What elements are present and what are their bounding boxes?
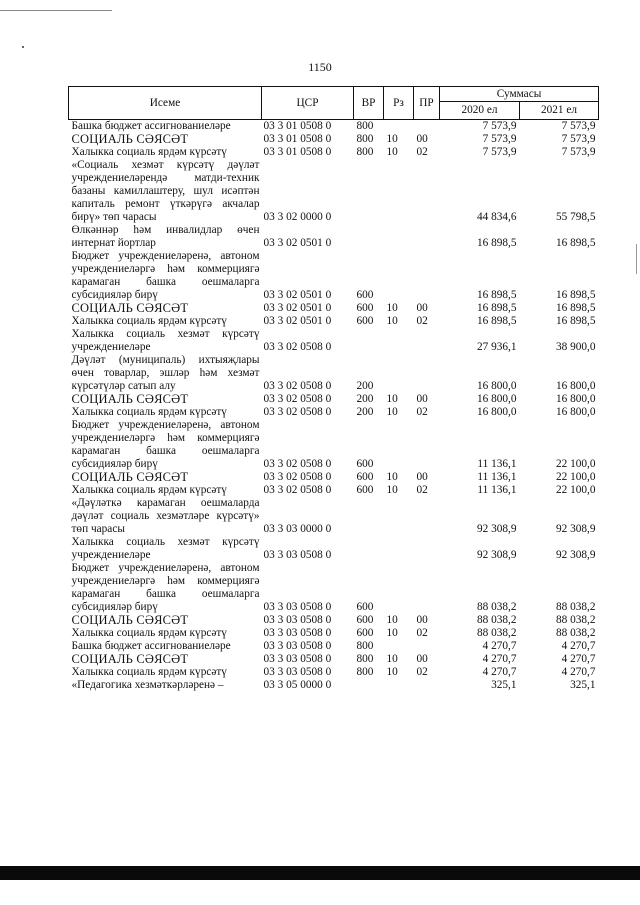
cell-vr: 800 — [356, 640, 374, 652]
cell-vr: 800 — [356, 146, 374, 158]
cell-rz — [384, 328, 414, 354]
cell-amount-2021: 4 270,7 — [561, 653, 596, 665]
table-row — [69, 302, 599, 315]
cell-amount-2020: 7 573,9 — [482, 146, 517, 158]
cell-amount-2020: 11 136,1 — [477, 458, 517, 470]
cell-amount-2020: 88 038,2 — [476, 614, 517, 626]
table-header — [69, 87, 599, 120]
cell-amount-2021: 4 270,7 — [561, 640, 596, 652]
budget-table — [68, 86, 599, 692]
cell-csr: 03 3 03 0508 0 — [263, 653, 332, 665]
cell-csr: 03 3 01 0508 0 — [263, 133, 332, 145]
cell-pr — [414, 224, 440, 250]
table-row — [69, 471, 599, 484]
cell-vr: 200 — [356, 380, 374, 392]
cell-rz: 10 — [386, 471, 398, 483]
cell-amount-2020: 16 898,5 — [476, 289, 517, 301]
cell-csr: 03 3 02 0508 0 — [263, 484, 332, 496]
cell-rz: 10 — [386, 653, 398, 665]
cell-pr — [414, 354, 440, 393]
scan-top-rule — [0, 10, 112, 11]
cell-csr: 03 3 03 0000 0 — [263, 523, 332, 535]
cell-name: Халыкка социаль ярдәм күрсәтү — [71, 315, 227, 327]
cell-csr: 03 3 02 0501 0 — [263, 302, 332, 314]
cell-pr: 00 — [416, 302, 428, 314]
cell-csr: 03 3 02 0501 0 — [263, 237, 332, 249]
cell-rz — [384, 419, 414, 471]
cell-vr — [354, 497, 384, 536]
cell-rz: 10 — [386, 315, 398, 327]
scan-speck — [22, 46, 24, 48]
cell-name: Халыкка социаль ярдәм күрсәтү — [71, 484, 227, 496]
cell-csr: 03 3 02 0000 0 — [263, 211, 332, 223]
cell-name: Халыкка социаль хезмәт күрсәтү учреждениеләре — [71, 536, 260, 561]
cell-name: Халыкка социаль ярдәм күрсәтү — [71, 146, 227, 158]
cell-vr: 600 — [356, 601, 374, 613]
cell-name: Башка бюджет ассигнованиеләре — [71, 640, 231, 652]
table-row — [69, 497, 599, 536]
cell-rz: 10 — [386, 614, 398, 626]
table-row — [69, 653, 599, 666]
cell-pr: 02 — [416, 627, 428, 639]
cell-pr — [414, 159, 440, 224]
cell-name: Бюджет учреждениеләренә, автоном учреждениеләргә һәм коммерциягә карамаган башка оешмаларга субсидияләр бирү — [71, 419, 260, 470]
cell-rz: 10 — [386, 393, 398, 405]
scan-bottom-bar — [0, 866, 640, 880]
cell-amount-2020: 4 270,7 — [482, 653, 517, 665]
cell-vr: 800 — [356, 133, 374, 145]
cell-vr: 600 — [356, 289, 374, 301]
cell-amount-2021: 16 898,5 — [555, 315, 596, 327]
cell-csr: 03 3 03 0508 0 — [263, 549, 332, 561]
cell-pr: 02 — [416, 315, 428, 327]
cell-pr: 02 — [416, 146, 428, 158]
cell-csr: 03 3 01 0508 0 — [263, 146, 332, 158]
cell-pr — [414, 328, 440, 354]
cell-amount-2020: 11 136,1 — [477, 484, 517, 496]
table-row — [69, 406, 599, 419]
cell-vr — [354, 159, 384, 224]
cell-amount-2021: 92 308,9 — [555, 549, 596, 561]
cell-name: Халыкка социаль хезмәт күрсәтү учреждениеләре — [71, 328, 260, 353]
page-number: 1150 — [308, 60, 332, 74]
cell-amount-2020: 16 800,0 — [476, 406, 517, 418]
cell-amount-2021: 88 038,2 — [555, 614, 596, 626]
cell-rz — [384, 250, 414, 302]
cell-rz — [384, 536, 414, 562]
cell-amount-2020: 88 038,2 — [476, 627, 517, 639]
cell-csr: 03 3 02 0508 0 — [263, 458, 332, 470]
cell-vr: 600 — [356, 458, 374, 470]
cell-vr — [354, 224, 384, 250]
cell-amount-2020: 325,1 — [491, 679, 517, 691]
cell-amount-2020: 4 270,7 — [482, 666, 517, 678]
table-row — [69, 315, 599, 328]
cell-rz: 10 — [386, 627, 398, 639]
table-row — [69, 393, 599, 406]
header-name: Исеме — [69, 87, 262, 120]
cell-vr — [354, 536, 384, 562]
cell-rz — [384, 354, 414, 393]
table-row — [69, 224, 599, 250]
cell-vr — [354, 328, 384, 354]
table-row — [69, 484, 599, 497]
cell-csr: 03 3 02 0508 0 — [263, 380, 332, 392]
cell-csr: 03 3 03 0508 0 — [263, 601, 332, 613]
cell-pr — [414, 419, 440, 471]
cell-amount-2020: 16 898,5 — [476, 302, 517, 314]
cell-amount-2021: 16 898,5 — [555, 302, 596, 314]
table-row — [69, 536, 599, 562]
cell-amount-2021: 4 270,7 — [561, 666, 596, 678]
cell-rz — [384, 159, 414, 224]
cell-rz — [384, 640, 414, 653]
cell-amount-2020: 92 308,9 — [476, 523, 517, 535]
cell-csr: 03 3 03 0508 0 — [263, 640, 332, 652]
cell-pr: 00 — [416, 393, 428, 405]
cell-amount-2021: 22 100,0 — [555, 458, 596, 470]
cell-amount-2021: 325,1 — [570, 679, 596, 691]
cell-name: Халыкка социаль ярдәм күрсәтү — [71, 666, 227, 678]
header-sums: Суммасы — [440, 87, 599, 102]
cell-rz — [384, 679, 414, 692]
scan-edge-mark — [636, 244, 637, 274]
cell-vr: 600 — [356, 484, 374, 496]
cell-amount-2020: 44 834,6 — [476, 211, 517, 223]
cell-amount-2020: 7 573,9 — [482, 120, 517, 132]
cell-rz — [384, 224, 414, 250]
cell-csr: 03 3 01 0508 0 — [263, 120, 332, 132]
cell-pr: 02 — [416, 484, 428, 496]
header-csr: ЦСР — [262, 87, 354, 120]
cell-amount-2020: 16 898,5 — [476, 237, 517, 249]
cell-name: Халыкка социаль ярдәм күрсәтү — [71, 406, 227, 418]
cell-vr: 600 — [356, 614, 374, 626]
cell-vr: 600 — [356, 471, 374, 483]
table-row — [69, 562, 599, 614]
cell-amount-2021: 55 798,5 — [555, 211, 596, 223]
cell-amount-2021: 92 308,9 — [555, 523, 596, 535]
cell-csr: 03 3 02 0508 0 — [263, 341, 332, 353]
cell-pr: 00 — [416, 133, 428, 145]
cell-rz: 10 — [386, 133, 398, 145]
cell-amount-2020: 16 800,0 — [476, 393, 517, 405]
cell-amount-2021: 88 038,2 — [555, 627, 596, 639]
cell-csr: 03 3 02 0501 0 — [263, 315, 332, 327]
cell-pr: 02 — [416, 406, 428, 418]
cell-vr: 200 — [356, 406, 374, 418]
cell-csr: 03 3 03 0508 0 — [263, 614, 332, 626]
cell-name: «Педагогика хезмәткәрләренә – — [71, 679, 224, 691]
header-year-2020: 2020 ел — [440, 102, 520, 120]
cell-name: СОЦИАЛЬ СӘЯСӘТ — [71, 132, 189, 146]
cell-amount-2020: 11 136,1 — [477, 471, 517, 483]
header-rz: Рз — [384, 87, 414, 120]
cell-name: «Дәүләткә карамаган оешмаларда дәүләт социаль хезмәтләре күрсәтү» төп чарасы — [71, 497, 260, 535]
cell-rz: 10 — [386, 406, 398, 418]
cell-pr — [414, 562, 440, 614]
cell-amount-2020: 16 898,5 — [476, 315, 517, 327]
cell-name: СОЦИАЛЬ СӘЯСӘТ — [71, 613, 189, 627]
cell-vr: 200 — [356, 393, 374, 405]
table-row — [69, 328, 599, 354]
cell-name: Дәүләт (муниципаль) ихтыяҗлары өчен товарлар, эшләр һәм хезмәт күрсәтүләр сатып алу — [71, 354, 260, 392]
cell-name: Халыкка социаль ярдәм күрсәтү — [71, 627, 227, 639]
table-body — [69, 120, 599, 693]
cell-amount-2021: 7 573,9 — [561, 133, 596, 145]
cell-name: Бюджет учреждениеләренә, автоном учреждениеләргә һәм коммерциягә карамаган башка оешмаларга субсидияләр бирү — [71, 562, 260, 613]
cell-pr — [414, 640, 440, 653]
cell-name: «Социаль хезмәт күрсәтү дәүләт учреждениеләрендә матди-техник базаны камиллаштеру, шул исәптән капиталь ремонт үткәрүгә акчалар бирү» төп чарасы — [71, 159, 260, 223]
cell-rz: 10 — [386, 146, 398, 158]
cell-pr — [414, 679, 440, 692]
table-row — [69, 146, 599, 159]
cell-name: СОЦИАЛЬ СӘЯСӘТ — [71, 652, 189, 666]
header-vr: ВР — [354, 87, 384, 120]
cell-name: СОЦИАЛЬ СӘЯСӘТ — [71, 470, 189, 484]
cell-vr — [354, 679, 384, 692]
cell-amount-2020: 27 936,1 — [476, 341, 517, 353]
cell-amount-2020: 88 038,2 — [476, 601, 517, 613]
cell-name: Өлкәннәр һәм инвалидлар өчен интернат йортлар — [71, 224, 260, 249]
cell-vr: 800 — [356, 653, 374, 665]
cell-pr: 00 — [416, 614, 428, 626]
cell-amount-2021: 88 038,2 — [555, 601, 596, 613]
cell-name: СОЦИАЛЬ СӘЯСӘТ — [71, 392, 189, 406]
cell-amount-2020: 16 800,0 — [476, 380, 517, 392]
cell-name: Бюджет учреждениеләренә, автоном учреждениеләргә һәм коммерциягә карамаган башка оешмаларга субсидияләр бирү — [71, 250, 260, 301]
table-row — [69, 133, 599, 146]
cell-amount-2021: 22 100,0 — [555, 471, 596, 483]
table-row — [69, 159, 599, 224]
cell-name: СОЦИАЛЬ СӘЯСӘТ — [71, 301, 189, 315]
cell-amount-2021: 7 573,9 — [561, 146, 596, 158]
cell-rz — [384, 120, 414, 134]
cell-rz — [384, 562, 414, 614]
table-row — [69, 250, 599, 302]
cell-amount-2021: 16 800,0 — [555, 406, 596, 418]
cell-amount-2021: 16 800,0 — [555, 380, 596, 392]
cell-rz: 10 — [386, 666, 398, 678]
cell-amount-2020: 4 270,7 — [482, 640, 517, 652]
cell-pr: 00 — [416, 653, 428, 665]
cell-pr — [414, 250, 440, 302]
cell-vr: 800 — [356, 120, 374, 132]
cell-pr — [414, 497, 440, 536]
table-row — [69, 120, 599, 134]
header-year-2021: 2021 ел — [520, 102, 599, 120]
cell-rz: 10 — [386, 302, 398, 314]
cell-vr: 800 — [356, 666, 374, 678]
cell-csr: 03 3 02 0508 0 — [263, 406, 332, 418]
table-row — [69, 354, 599, 393]
cell-csr: 03 3 03 0508 0 — [263, 627, 332, 639]
cell-vr: 600 — [356, 627, 374, 639]
cell-name: Башка бюджет ассигнованиеләре — [71, 120, 231, 132]
cell-pr — [414, 536, 440, 562]
cell-rz: 10 — [386, 484, 398, 496]
cell-csr: 03 3 02 0508 0 — [263, 393, 332, 405]
header-pr: ПР — [414, 87, 440, 120]
cell-pr: 02 — [416, 666, 428, 678]
cell-amount-2020: 92 308,9 — [476, 549, 517, 561]
table-row — [69, 419, 599, 471]
cell-amount-2021: 16 800,0 — [555, 393, 596, 405]
cell-pr — [414, 120, 440, 134]
cell-amount-2021: 38 900,0 — [555, 341, 596, 353]
cell-rz — [384, 497, 414, 536]
cell-amount-2021: 16 898,5 — [555, 237, 596, 249]
cell-vr: 600 — [356, 302, 374, 314]
table-row — [69, 666, 599, 679]
cell-csr: 03 3 02 0501 0 — [263, 289, 332, 301]
cell-amount-2021: 16 898,5 — [555, 289, 596, 301]
cell-amount-2021: 22 100,0 — [555, 484, 596, 496]
cell-csr: 03 3 02 0508 0 — [263, 471, 332, 483]
cell-csr: 03 3 05 0000 0 — [263, 679, 332, 691]
cell-csr: 03 3 03 0508 0 — [263, 666, 332, 678]
cell-amount-2021: 7 573,9 — [561, 120, 596, 132]
table-row — [69, 614, 599, 627]
cell-pr: 00 — [416, 471, 428, 483]
table-row — [69, 627, 599, 640]
table-row — [69, 679, 599, 692]
cell-vr: 600 — [356, 315, 374, 327]
cell-amount-2020: 7 573,9 — [482, 133, 517, 145]
